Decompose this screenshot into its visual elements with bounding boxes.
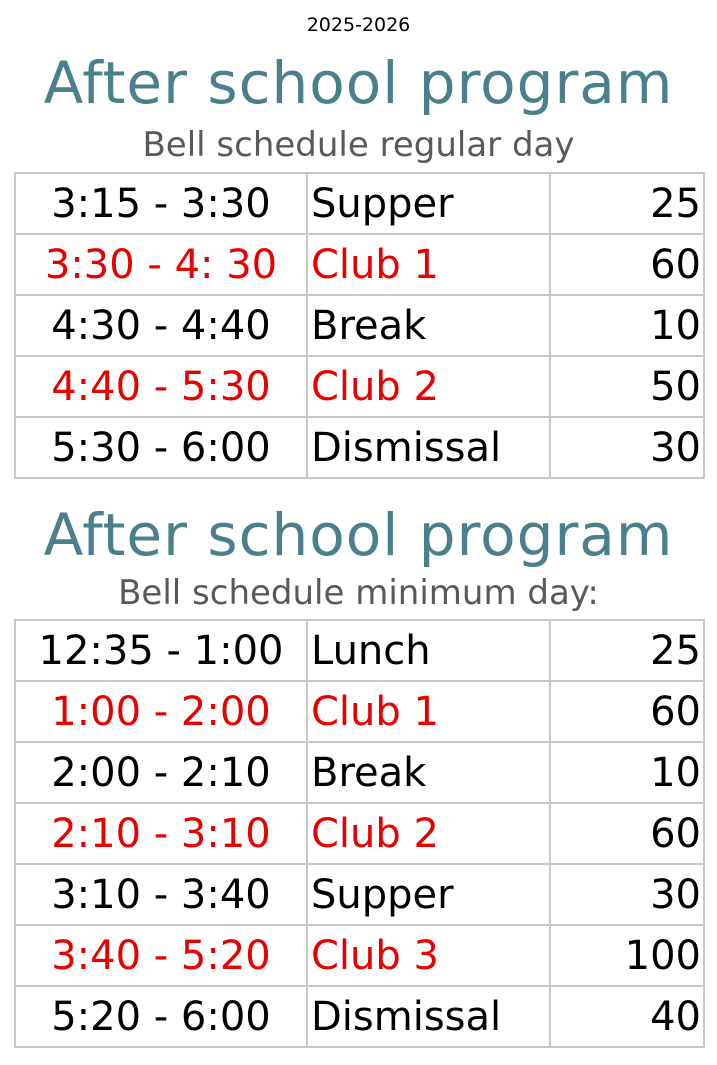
activity-cell: Dismissal xyxy=(307,417,550,478)
schedule-row xyxy=(15,803,704,864)
activity-cell: Break xyxy=(307,742,550,803)
minutes-cell: 60 xyxy=(550,803,704,864)
minutes-cell: 50 xyxy=(550,356,704,417)
time-cell: 3:40 - 5:20 xyxy=(15,925,307,986)
minutes-cell: 10 xyxy=(550,295,704,356)
minutes-cell: 25 xyxy=(550,620,704,681)
time-cell: 5:30 - 6:00 xyxy=(15,417,307,478)
schedule-row xyxy=(15,356,704,417)
minutes-cell: 60 xyxy=(550,234,704,295)
schedule-row xyxy=(15,620,704,681)
activity-cell: Supper xyxy=(307,864,550,925)
minutes-cell: 60 xyxy=(550,681,704,742)
activity-cell: Supper xyxy=(307,173,550,234)
schedule-row xyxy=(15,742,704,803)
school-year: 2025-2026 xyxy=(306,14,411,36)
minutes-cell: 100 xyxy=(550,925,704,986)
minutes-cell: 10 xyxy=(550,742,704,803)
time-cell: 4:40 - 5:30 xyxy=(15,356,307,417)
time-cell: 3:10 - 3:40 xyxy=(15,864,307,925)
schedule-row xyxy=(15,864,704,925)
time-cell: 3:15 - 3:30 xyxy=(15,173,307,234)
minutes-cell: 30 xyxy=(550,864,704,925)
time-cell: 3:30 - 4: 30 xyxy=(15,234,307,295)
schedule-row xyxy=(15,925,704,986)
activity-cell: Club 3 xyxy=(307,925,550,986)
activity-cell: Club 1 xyxy=(307,234,550,295)
time-cell: 2:10 - 3:10 xyxy=(15,803,307,864)
time-cell: 2:00 - 2:10 xyxy=(15,742,307,803)
time-cell: 1:00 - 2:00 xyxy=(15,681,307,742)
time-cell: 5:20 - 6:00 xyxy=(15,986,307,1047)
time-cell: 4:30 - 4:40 xyxy=(15,295,307,356)
schedule-row xyxy=(15,681,704,742)
activity-cell: Break xyxy=(307,295,550,356)
activity-cell: Club 1 xyxy=(307,681,550,742)
schedule-subtitle: Bell schedule minimum day: xyxy=(118,573,599,613)
activity-cell: Club 2 xyxy=(307,356,550,417)
minutes-cell: 30 xyxy=(550,417,704,478)
schedule-row xyxy=(15,417,704,478)
program-title: After school program xyxy=(43,501,674,569)
activity-cell: Club 2 xyxy=(307,803,550,864)
activity-cell: Lunch xyxy=(307,620,550,681)
schedule-row xyxy=(15,234,704,295)
time-cell: 12:35 - 1:00 xyxy=(15,620,307,681)
activity-cell: Dismissal xyxy=(307,986,550,1047)
schedule-row xyxy=(15,295,704,356)
schedule-subtitle: Bell schedule regular day xyxy=(142,125,575,165)
schedule-row xyxy=(15,173,704,234)
minutes-cell: 40 xyxy=(550,986,704,1047)
schedule-row xyxy=(15,986,704,1047)
regular-day-schedule-table xyxy=(14,172,705,479)
program-title: After school program xyxy=(43,49,674,117)
minimum-day-schedule-table xyxy=(14,619,705,1048)
minutes-cell: 25 xyxy=(550,173,704,234)
